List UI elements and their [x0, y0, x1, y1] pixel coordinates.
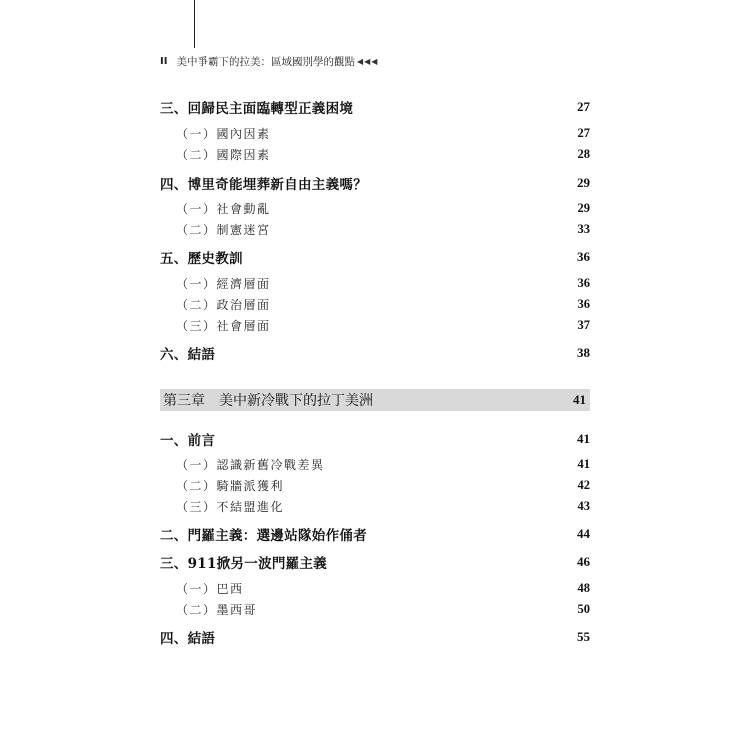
- toc-section-title: 二、門羅主義：選邊站隊始作俑者: [160, 528, 367, 544]
- toc-entry[interactable]: [160, 599, 590, 619]
- toc-entry[interactable]: [160, 496, 590, 516]
- toc-section-title: 一、前言: [160, 433, 216, 449]
- toc-page-number: 50: [577, 601, 590, 616]
- toc-page-number: 27: [577, 125, 590, 140]
- toc-section-title: 三、回歸民主面臨轉型正義困境: [160, 101, 354, 117]
- toc-page-number: 43: [577, 498, 590, 513]
- toc-page-number: 36: [577, 296, 590, 311]
- toc-entry[interactable]: [160, 454, 590, 474]
- toc-entry[interactable]: [160, 97, 590, 117]
- book-title: 美中爭霸下的拉美：區域國別學的觀點: [176, 55, 355, 68]
- toc-entry[interactable]: [160, 315, 590, 335]
- running-header: [160, 54, 378, 68]
- toc-page-number: 46: [577, 554, 590, 569]
- toc-entry[interactable]: [160, 219, 590, 239]
- toc-subsection-title: （一）社會動亂: [176, 201, 271, 216]
- toc-entry[interactable]: [160, 123, 590, 143]
- toc-subsection-title: （三）社會層面: [176, 318, 271, 333]
- chapter-heading-label: [163, 390, 373, 410]
- toc-entry[interactable]: [160, 173, 590, 193]
- toc-entry[interactable]: [160, 429, 590, 449]
- arrow-decoration-icon: ◀◀◀: [356, 56, 379, 66]
- page-marker: II: [160, 55, 168, 67]
- top-vertical-rule: [194, 0, 195, 48]
- chapter-title: 美中新冷戰下的拉丁美洲: [219, 393, 373, 409]
- toc-subsection-title: （一）國內因素: [176, 126, 271, 141]
- toc-page-number: 29: [577, 175, 590, 190]
- toc-section-title: 五、歷史教訓: [160, 251, 243, 267]
- toc-subsection-title: （二）政治層面: [176, 297, 271, 312]
- toc-entry[interactable]: [160, 247, 590, 267]
- chapter-heading-bar[interactable]: [160, 389, 590, 411]
- toc-subsection-title: （二）制憲迷宮: [176, 222, 271, 237]
- toc-page-number: 41: [577, 456, 590, 471]
- toc-page-number: 42: [577, 477, 590, 492]
- toc-subsection-title: （一）經濟層面: [176, 276, 271, 291]
- toc-section-title: 三、911掀另一波門羅主義: [160, 556, 328, 572]
- toc-section-title: 四、結語: [160, 631, 216, 647]
- toc-page-number: 48: [577, 580, 590, 595]
- toc-section-title: 六、結語: [160, 347, 216, 363]
- toc-entry[interactable]: [160, 627, 590, 647]
- toc-subsection-title: （二）騎牆派獲利: [176, 478, 285, 493]
- toc-entry[interactable]: [160, 294, 590, 314]
- toc-page-number: 36: [577, 275, 590, 290]
- toc-entry[interactable]: [160, 144, 590, 164]
- toc-page-number: 55: [577, 629, 590, 644]
- toc-page-number: 37: [577, 317, 590, 332]
- toc-page-number: 27: [577, 99, 590, 114]
- toc-subsection-title: （二）國際因素: [176, 147, 271, 162]
- toc-entry[interactable]: [160, 552, 590, 572]
- toc-section-title: 四、博里奇能埋葬新自由主義嗎？: [160, 177, 367, 193]
- toc-page-number: 29: [577, 200, 590, 215]
- toc-entry[interactable]: [160, 273, 590, 293]
- toc-subsection-title: （二）墨西哥: [176, 602, 258, 617]
- toc-page-number: 33: [577, 221, 590, 236]
- toc-page-number: 41: [577, 431, 590, 446]
- toc-entry[interactable]: [160, 578, 590, 598]
- toc-entry[interactable]: [160, 524, 590, 544]
- toc-subsection-title: （三）不結盟進化: [176, 499, 285, 514]
- toc-entry[interactable]: [160, 198, 590, 218]
- toc-subsection-title: （一）巴西: [176, 581, 244, 596]
- toc-subsection-title: （一）認識新舊冷戰差異: [176, 457, 325, 472]
- chapter-number: 第三章: [163, 393, 205, 409]
- toc-entry[interactable]: [160, 343, 590, 363]
- toc-page-number: 28: [577, 146, 590, 161]
- toc-page-number: 38: [577, 345, 590, 360]
- chapter-page-number: 41: [573, 392, 586, 407]
- toc-page-number: 36: [577, 249, 590, 264]
- toc-page-number: 44: [577, 526, 590, 541]
- toc-entry[interactable]: [160, 475, 590, 495]
